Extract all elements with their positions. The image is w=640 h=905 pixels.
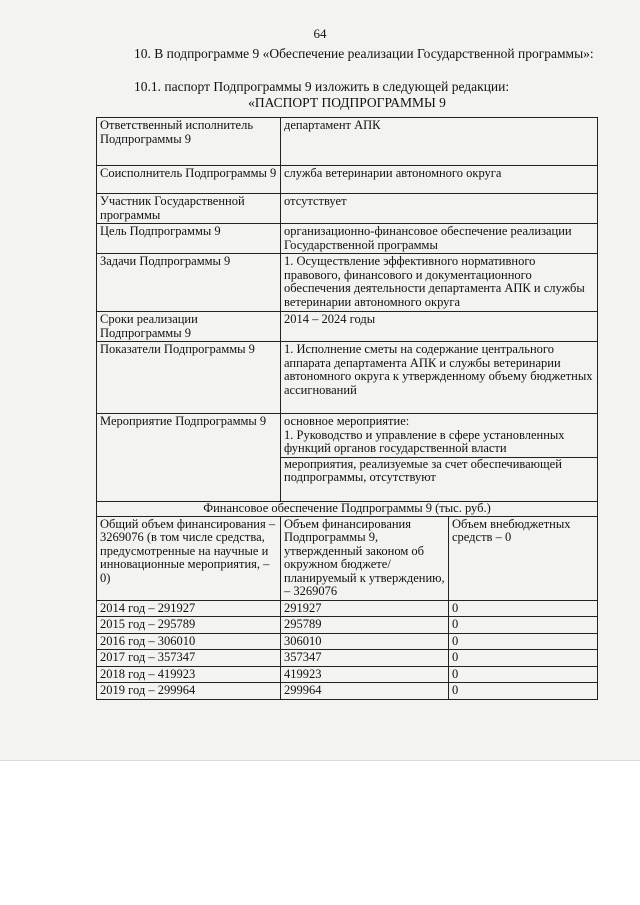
row-label: Соисполнитель Подпрограммы 9 bbox=[97, 166, 281, 194]
row-label: Задачи Подпрограммы 9 bbox=[97, 254, 281, 312]
table-row bbox=[97, 683, 598, 700]
row-value: департамент АПК bbox=[281, 118, 598, 166]
budget-cell: 306010 bbox=[281, 633, 449, 650]
row-label: Мероприятие Подпрограммы 9 bbox=[97, 414, 281, 502]
finance-columns-row bbox=[97, 516, 598, 600]
passport-title: «ПАСПОРТ ПОДПРОГРАММЫ 9 bbox=[248, 95, 446, 110]
finance-extra: Объем внебюджетных средств – 0 bbox=[449, 516, 598, 600]
finance-header-row bbox=[97, 502, 598, 517]
measures-item: 1. Руководство и управление в сфере установленных функций органов государственной власти bbox=[284, 427, 565, 455]
year-cell: 2015 год – 295789 bbox=[97, 617, 281, 634]
extra-cell: 0 bbox=[449, 633, 598, 650]
table-row bbox=[97, 617, 598, 634]
table-row bbox=[97, 650, 598, 667]
year-cell: 2017 год – 357347 bbox=[97, 650, 281, 667]
finance-header: Финансовое обеспечение Подпрограммы 9 (тыс. руб.) bbox=[97, 502, 598, 517]
row-label: Участник Государственной программы bbox=[97, 194, 281, 224]
table-row bbox=[97, 166, 598, 194]
measures-other: мероприятия, реализуемые за счет обеспечивающей подпрограммы, отсутствуют bbox=[281, 457, 597, 485]
measures-main: основное мероприятие: bbox=[284, 414, 410, 428]
row-label: Сроки реализации Подпрограммы 9 bbox=[97, 312, 281, 342]
year-cell: 2014 год – 291927 bbox=[97, 600, 281, 617]
extra-cell: 0 bbox=[449, 666, 598, 683]
table-row bbox=[97, 312, 598, 342]
table-row bbox=[97, 600, 598, 617]
table-row bbox=[97, 254, 598, 312]
row-value bbox=[281, 414, 598, 502]
table-row bbox=[97, 342, 598, 414]
extra-cell: 0 bbox=[449, 600, 598, 617]
finance-budget: Объем финансирования Подпрограммы 9, утвержденный законом об окружном бюджете/планируемый к утверждению, – 3269076 bbox=[281, 516, 449, 600]
budget-cell: 291927 bbox=[281, 600, 449, 617]
extra-cell: 0 bbox=[449, 650, 598, 667]
intro-paragraph-2: 10.1. паспорт Подпрограммы 9 изложить в следующей редакции: bbox=[134, 79, 510, 94]
year-cell: 2019 год – 299964 bbox=[97, 683, 281, 700]
budget-cell: 419923 bbox=[281, 666, 449, 683]
row-label: Ответственный исполнитель Подпрограммы 9 bbox=[97, 118, 281, 166]
extra-cell: 0 bbox=[449, 683, 598, 700]
budget-cell: 299964 bbox=[281, 683, 449, 700]
row-value: служба ветеринарии автономного округа bbox=[281, 166, 598, 194]
year-cell: 2018 год – 419923 bbox=[97, 666, 281, 683]
table-row bbox=[97, 414, 598, 502]
row-value: 2014 – 2024 годы bbox=[281, 312, 598, 342]
row-value: отсутствует bbox=[281, 194, 598, 224]
passport-table bbox=[96, 117, 598, 700]
table-row bbox=[97, 194, 598, 224]
table-row bbox=[97, 118, 598, 166]
row-value: 1. Осуществление эффективного нормативного правового, финансового и документационного обеспечения деятельности департамента АПК и службы ветеринарии автономного округа bbox=[281, 254, 598, 312]
table-row bbox=[97, 633, 598, 650]
budget-cell: 295789 bbox=[281, 617, 449, 634]
budget-cell: 357347 bbox=[281, 650, 449, 667]
row-label: Показатели Подпрограммы 9 bbox=[97, 342, 281, 414]
table-row bbox=[97, 666, 598, 683]
extra-cell: 0 bbox=[449, 617, 598, 634]
page-number: 64 bbox=[313, 26, 327, 41]
year-cell: 2016 год – 306010 bbox=[97, 633, 281, 650]
row-value: 1. Исполнение сметы на содержание центрального аппарата департамента АПК и службы ветеринарии автономного округа к утвержденному объему бюджетных ассигнований bbox=[281, 342, 598, 414]
row-label: Цель Подпрограммы 9 bbox=[97, 224, 281, 254]
table-row bbox=[97, 224, 598, 254]
intro-paragraph-1: 10. В подпрограмме 9 «Обеспечение реализации Государственной программы»: bbox=[134, 46, 594, 61]
finance-total: Общий объем финансирования – 3269076 (в том числе средства, предусмотренные на научные и инновационные мероприятия, – 0) bbox=[97, 516, 281, 600]
row-value: организационно-финансовое обеспечение реализации Государственной программы bbox=[281, 224, 598, 254]
